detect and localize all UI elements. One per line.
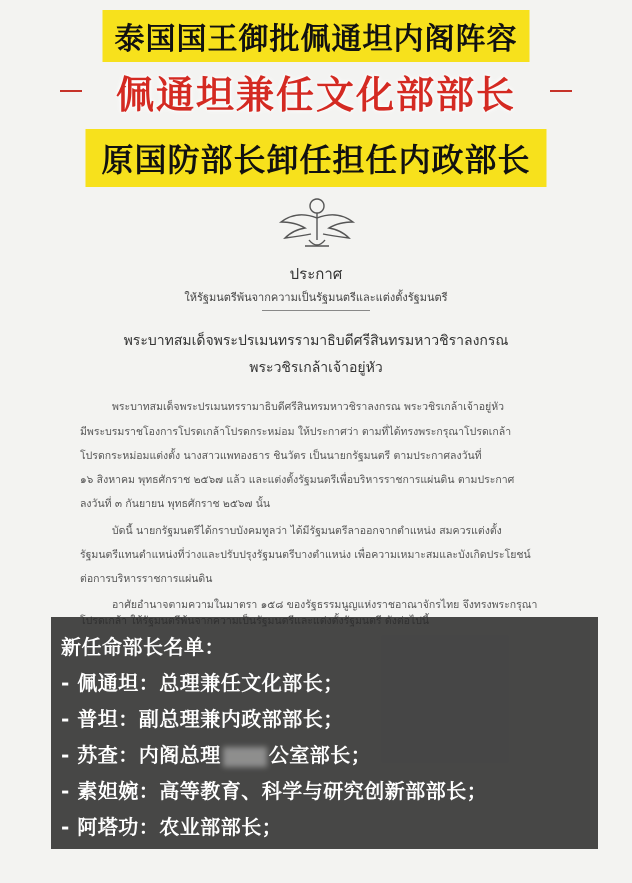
announcement-subtitle: ให้รัฐมนตรีพ้นจากความเป็นรัฐมนตรีและแต่งตั้งรัฐมนตรี bbox=[184, 291, 448, 304]
king-name-line-2: พระวชิรเกล้าเจ้าอยู่หัว bbox=[249, 360, 383, 376]
body-line: รัฐมนตรีแทนตำแหน่งที่ว่างและปรับปรุงรัฐมนตรีบางตำแหน่ง เพื่อความเหมาะสมและบังเกิดประโยชน์ bbox=[80, 549, 531, 561]
decorative-rule bbox=[60, 90, 82, 92]
body-line: บัดนี้ นายกรัฐมนตรีได้กราบบังคมทูลว่า ได้มีรัฐมนตรีลาออกจากตำแหน่ง สมควรแต่งตั้ง bbox=[112, 525, 502, 537]
list-item: - 普坦：副总理兼内政部部长； bbox=[61, 707, 344, 731]
body-line: พระบาทสมเด็จพระปรเมนทรรามาธิบดีศรีสินทรมหาวชิราลงกรณ พระวชิรเกล้าเจ้าอยู่หัว bbox=[112, 401, 505, 413]
headline-banner-3: 原国防部长卸任担任内政部长 bbox=[85, 129, 546, 187]
headline-banner-2: 佩通坦兼任文化部部长 bbox=[115, 73, 517, 117]
body-line: อาศัยอำนาจตามความในมาตรา ๑๕๘ ของรัฐธรรมนูญแห่งราชอาณาจักรไทย จึงทรงพระกรุณา bbox=[112, 599, 538, 611]
decorative-rule bbox=[550, 90, 572, 92]
body-line: ต่อการบริหารราชการแผ่นดิน bbox=[80, 573, 213, 585]
garuda-seal-icon bbox=[275, 192, 359, 254]
body-line: ลงวันที่ ๓ กันยายน พุทธศักราช ๒๕๖๗ นั้น bbox=[80, 498, 271, 510]
body-line: โปรดกระหม่อมแต่งตั้ง นางสาวแพทองธาร ชินวัตร เป็นนายกรัฐมนตรี ตามประกาศลงวันที่ bbox=[80, 450, 482, 462]
list-item: - 阿塔功：农业部部长； bbox=[61, 815, 283, 839]
king-name-line-1: พระบาทสมเด็จพระปรเมนทรรามาธิบดีศรีสินทรมหาวชิราลงกรณ bbox=[123, 333, 509, 349]
divider bbox=[262, 310, 370, 311]
list-item: - 佩通坦：总理兼任文化部长； bbox=[61, 671, 344, 695]
list-heading: 新任命部长名单： bbox=[61, 635, 225, 659]
minister-list-overlay bbox=[51, 617, 598, 849]
list-item-part: 公室部长； bbox=[268, 743, 372, 767]
body-line: มีพระบรมราชโองการโปรดเกล้าโปรดกระหม่อม ให้ประกาศว่า ตามที่ได้ทรงพระกรุณาโปรดเกล้า bbox=[80, 426, 512, 438]
headline-banner-1: 泰国国王御批佩通坦内阁阵容 bbox=[103, 10, 530, 62]
list-item bbox=[61, 739, 371, 768]
announcement-title: ประกาศ bbox=[289, 265, 343, 283]
list-item-part: - 苏查：内阁总理 bbox=[61, 743, 221, 767]
blurred-text bbox=[223, 747, 267, 767]
body-line: ๑๖ สิงหาคม พุทธศักราช ๒๕๖๗ แล้ว และแต่งตั้งรัฐมนตรีเพื่อบริหารราชการแผ่นดิน ตามประกาศ bbox=[80, 474, 515, 486]
list-item: - 素妲婉：高等教育、科学与研究创新部部长； bbox=[61, 779, 488, 803]
